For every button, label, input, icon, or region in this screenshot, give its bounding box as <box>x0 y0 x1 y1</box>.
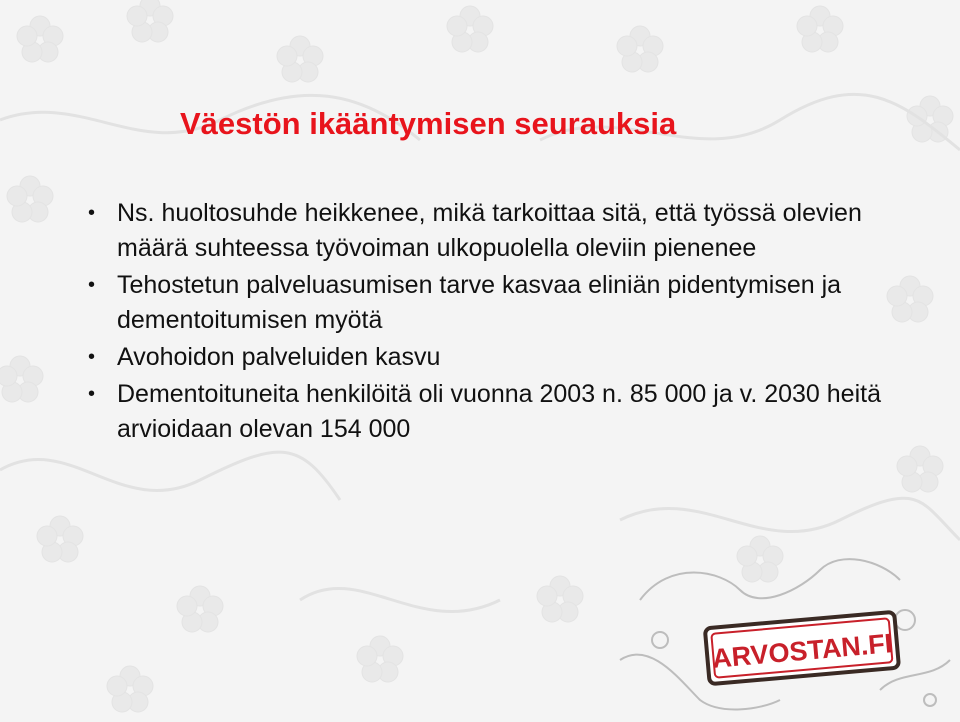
bullet-dot: • <box>88 274 96 296</box>
slide-title: Väestön ikääntymisen seurauksia <box>180 106 677 141</box>
bullet-dot: • <box>88 383 96 405</box>
bullet-text: Tehostetun palveluasumisen tarve kasvaa eliniän pidentymisen ja dementoitumisen myötä <box>117 271 842 334</box>
bullet-list <box>88 196 888 449</box>
logo-text: ARVOSTAN.FI <box>710 628 894 674</box>
bullet-text: Avohoidon palveluiden kasvu <box>117 343 441 371</box>
bullet-item <box>88 340 888 375</box>
bullet-item <box>88 377 888 447</box>
bullet-text: Dementoituneita henkilöitä oli vuonna 2003 n. 85 000 ja v. 2030 heitä arvioidaan olevan 154 000 <box>117 380 881 443</box>
bullet-item <box>88 268 888 338</box>
arvostan-logo <box>697 602 907 697</box>
bullet-text: Ns. huoltosuhde heikkenee, mikä tarkoittaa sitä, että työssä olevien määrä suhteessa työvoiman ulkopuolella oleviin pienenee <box>117 199 862 262</box>
bullet-dot: • <box>88 346 96 368</box>
bullet-dot: • <box>88 202 96 224</box>
bullet-item <box>88 196 888 266</box>
